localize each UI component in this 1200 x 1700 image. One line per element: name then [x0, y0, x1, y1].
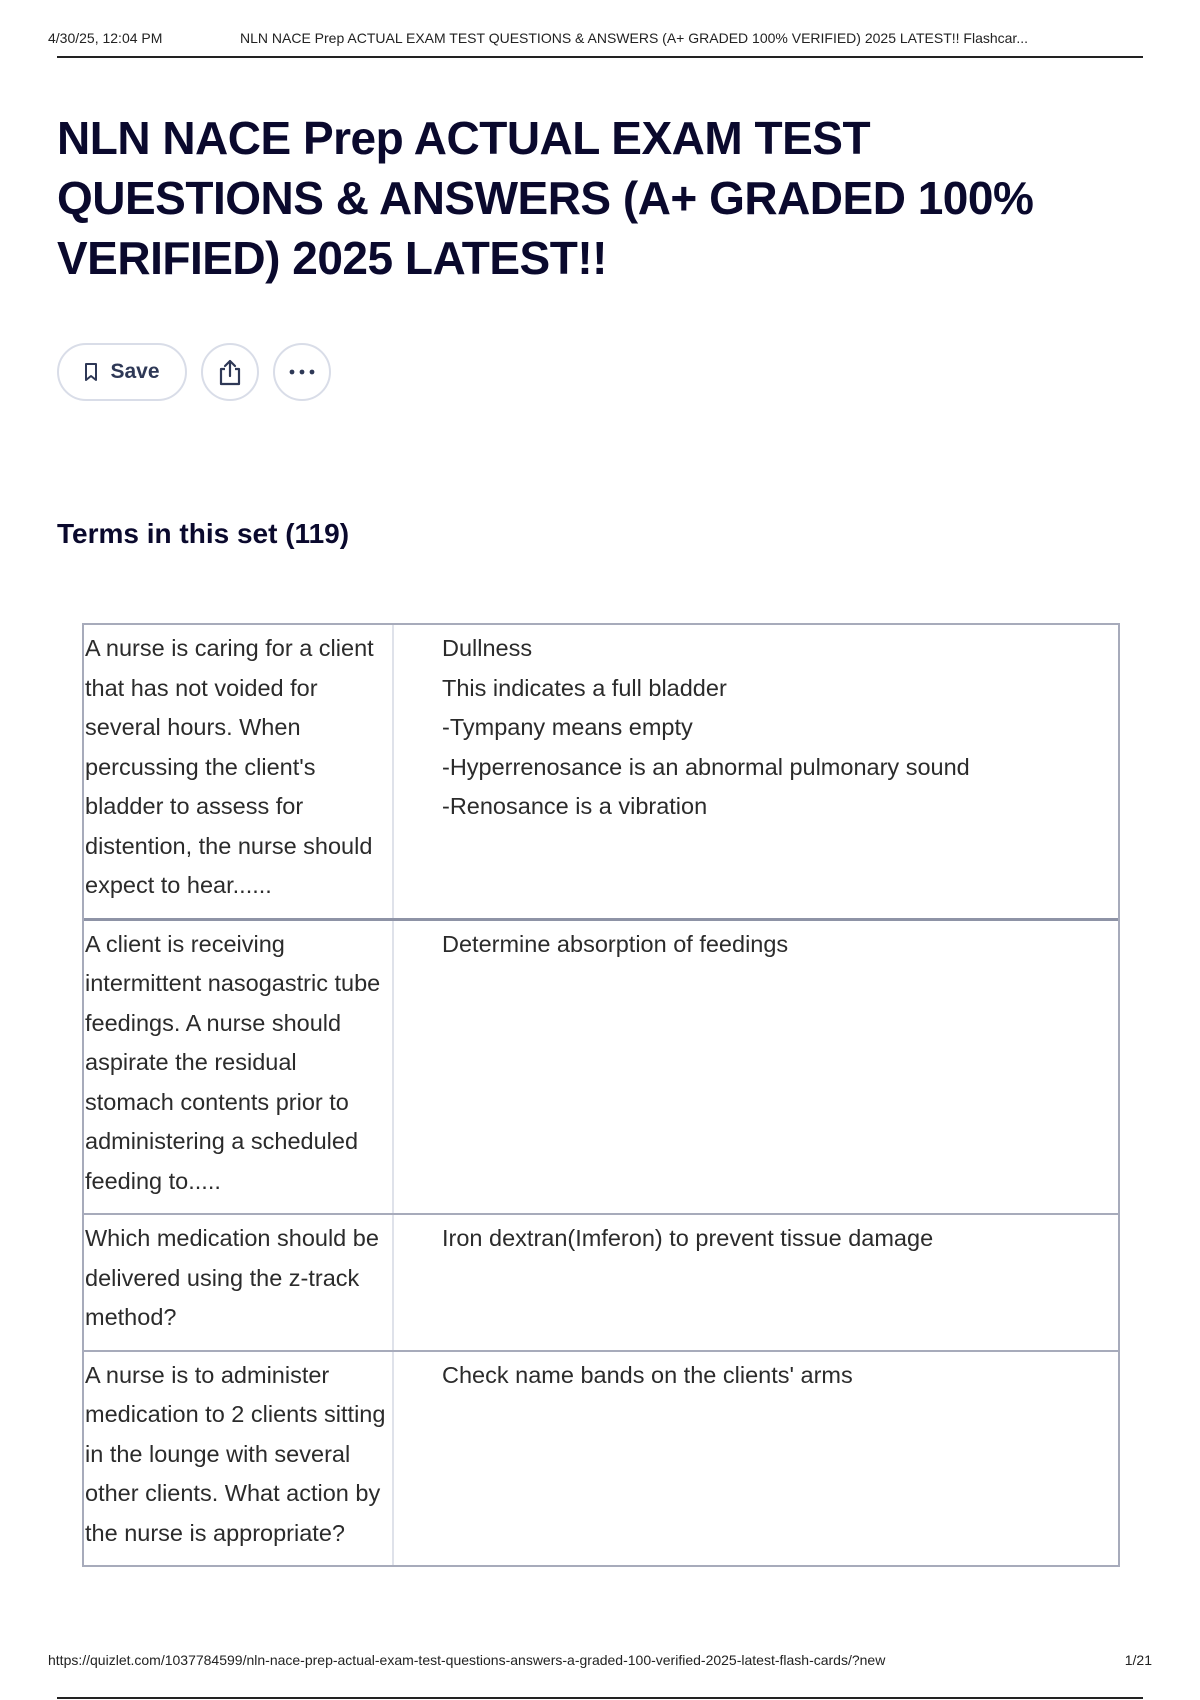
definition-line: -Renosance is a vibration [442, 793, 708, 819]
definition-text [394, 1215, 1118, 1350]
terms-table [82, 623, 1120, 1567]
terms-heading: Terms in this set (119) [57, 518, 350, 549]
print-header [48, 30, 1152, 46]
save-label: Save [110, 360, 160, 383]
more-icon [288, 368, 316, 376]
definition-line: Check name bands on the clients' arms [442, 1361, 853, 1388]
term-row [84, 921, 1118, 1216]
definition-text [394, 1352, 1118, 1566]
term-row [84, 625, 1118, 921]
share-icon [217, 358, 243, 386]
footer-divider [57, 1697, 1143, 1699]
page-url: https://quizlet.com/1037784599/nln-nace-prep-actual-exam-test-questions-answers-a-graded-100-verified-2025-latest-flash-cards/?new [48, 1652, 886, 1668]
definition-line: Iron dextran(Imferon) to prevent tissue damage [442, 1225, 934, 1251]
term-text: Which medication should be delivered using the z-track method? [84, 1215, 394, 1350]
print-date: 4/30/25, 12:04 PM [48, 30, 163, 46]
page-title: NLN NACE Prep ACTUAL EXAM TEST QUESTIONS & ANSWERS (A+ GRADED 100% VERIFIED) 2025 LATEST!! [57, 112, 1034, 284]
print-title: NLN NACE Prep ACTUAL EXAM TEST QUESTIONS & ANSWERS (A+ GRADED 100% VERIFIED) 2025 LATEST!! Flashcar... [240, 30, 1028, 46]
action-bar [57, 343, 331, 401]
definition-line: -Tympany means empty [442, 714, 693, 740]
term-text: A nurse is caring for a client that has not voided for several hours. When percussing the client's bladder to assess for distention, the nurse should expect to hear...... [84, 625, 394, 918]
definition-text [394, 921, 1118, 1214]
term-text: A nurse is to administer medication to 2 clients sitting in the lounge with several other clients. What action by the nurse is appropriate? [84, 1352, 394, 1566]
definition-line: Dullness [442, 635, 533, 661]
save-button[interactable] [57, 343, 187, 401]
more-options-button[interactable] [273, 343, 331, 401]
print-footer [48, 1652, 1152, 1668]
page-number: 1/21 [1124, 1652, 1152, 1668]
share-button[interactable] [201, 343, 259, 401]
definition-line: This indicates a full bladder [442, 674, 727, 701]
bookmark-icon [84, 362, 98, 382]
header-divider [57, 56, 1143, 58]
definition-line: -Hyperrenosance is an abnormal pulmonary sound [442, 753, 970, 780]
term-text: A client is receiving intermittent nasogastric tube feedings. A nurse should aspirate the residual stomach contents prior to administering a scheduled feeding to..... [84, 921, 394, 1214]
definition-line: Determine absorption of feedings [442, 930, 789, 957]
term-row [84, 1215, 1118, 1352]
term-row [84, 1352, 1118, 1566]
definition-text [394, 625, 1118, 918]
